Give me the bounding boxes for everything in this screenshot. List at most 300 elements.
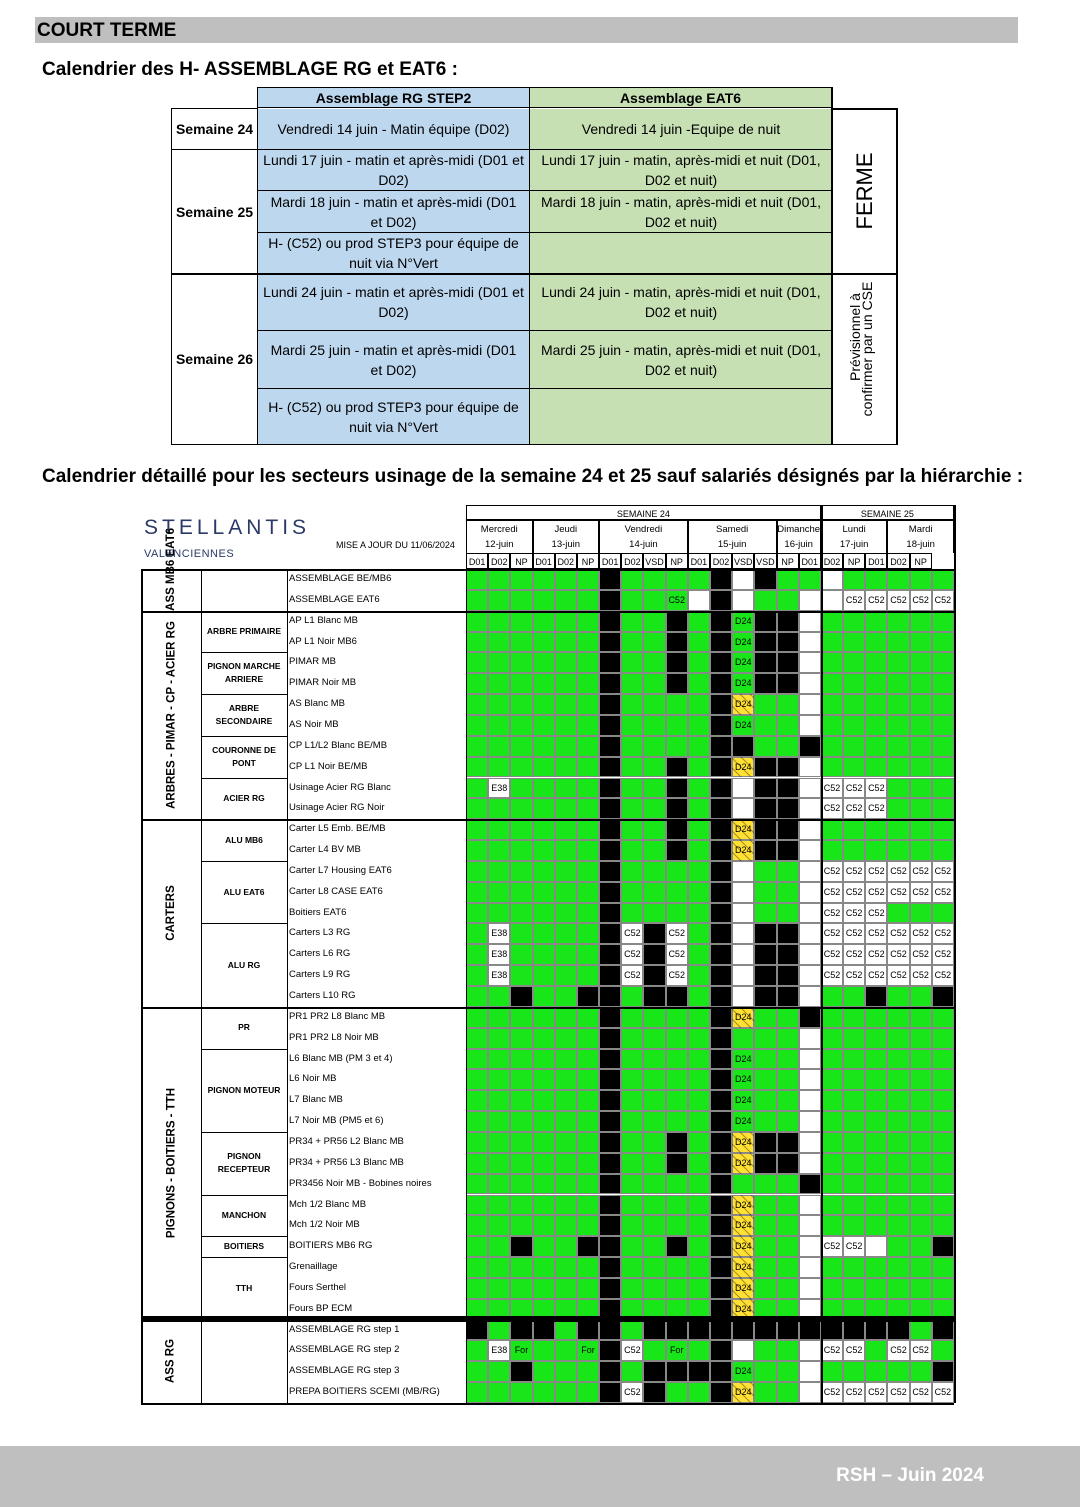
schedule-cell [510,1132,532,1153]
schedule-cell [688,694,710,715]
schedule-cell [887,798,909,819]
schedule-cell [555,1132,577,1153]
schedule-cell [621,1257,643,1278]
schedule-cell [466,923,488,944]
schedule-cell [865,1069,887,1090]
schedule-cell [599,1174,621,1195]
schedule-cell [843,757,865,778]
schedule-cell [621,819,643,840]
schedule-cell [843,736,865,757]
cell-code: D24 [732,1215,754,1236]
schedule-cell [688,1195,710,1216]
schedule-cell [666,736,688,757]
schedule-cell [932,1236,954,1257]
schedule-cell [510,1111,532,1132]
schedule-cell [688,757,710,778]
schedule-cell [710,1007,732,1028]
schedule-cell [777,1195,799,1216]
week-header: SEMAINE 25 [821,505,954,521]
schedule-cell [533,1153,555,1174]
shift-header: VSD [643,553,665,569]
cell-code: D24 [732,1195,754,1216]
schedule-cell [887,736,909,757]
schedule-cell [555,986,577,1007]
schedule-cell [710,819,732,840]
shift-header: VSD [732,553,754,569]
schedule-cell [799,673,821,694]
cell-code: D24 [732,1007,754,1028]
schedule-cell [688,611,710,632]
schedule-cell [533,673,555,694]
schedule-cell [466,882,488,903]
schedule-cell [887,986,909,1007]
schedule-cell [821,1215,843,1236]
cell-code: C52 [845,782,863,793]
col-header-eat6: Assemblage EAT6 [529,87,832,108]
schedule-cell [643,757,665,778]
day-name: Vendredi [624,524,663,535]
schedule-cell [599,694,621,715]
schedule-cell [643,1320,665,1341]
schedule-cell [932,652,954,673]
row-label: CP L1 Noir BE/MB [289,760,368,772]
schedule-cell [466,569,488,590]
schedule-cell [599,632,621,653]
schedule-cell [865,986,887,1007]
schedule-cell [710,1174,732,1195]
schedule-cell [621,715,643,736]
cell-code: C52 [912,970,929,981]
schedule-cell [932,778,954,799]
schedule-cell [488,882,510,903]
cell-code: C52 [845,1345,863,1356]
schedule-cell [510,590,532,611]
schedule-cell [488,736,510,757]
schedule-cell [821,1278,843,1299]
schedule-cell [643,778,665,799]
schedule-cell [932,1340,954,1361]
schedule-cell [865,632,887,653]
group-label: MANCHON [221,1209,267,1220]
schedule-cell [488,1215,510,1236]
schedule-cell [643,611,665,632]
schedule-cell [599,778,621,799]
schedule-cell [510,1174,532,1195]
schedule-cell [821,1069,843,1090]
schedule-cell [466,736,488,757]
day-name: Samedi [716,524,749,535]
schedule-cell [643,715,665,736]
schedule-cell [599,840,621,861]
schedule-cell [754,819,776,840]
stellantis-logo: STELLANTIS [144,516,311,539]
schedule-cell [777,798,799,819]
cell-code: D24 [732,694,754,715]
schedule-cell [466,1132,488,1153]
schedule-cell [688,965,710,986]
schedule-cell [555,1174,577,1195]
schedule-cell [666,861,688,882]
schedule-cell [932,757,954,778]
schedule-cell [754,882,776,903]
schedule-cell [599,673,621,694]
cell-code: D24 [732,840,754,861]
schedule-cell [732,861,754,882]
cell-code: C52 [912,1345,929,1356]
schedule-cell [821,632,843,653]
schedule-cell [666,798,688,819]
schedule-cell [799,652,821,673]
schedule-cell [666,673,688,694]
schedule-cell [777,1090,799,1111]
schedule-cell [754,1007,776,1028]
schedule-cell [510,694,532,715]
schedule-cell [887,819,909,840]
schedule-cell [599,1361,621,1382]
schedule-cell [666,903,688,924]
schedule-cell [621,611,643,632]
row-label: Mch 1/2 Noir MB [289,1219,360,1231]
schedule-cell [621,1028,643,1049]
schedule-cell [777,1153,799,1174]
schedule-cell [577,736,599,757]
schedule-cell [599,1257,621,1278]
schedule-cell [466,903,488,924]
shift-header: NP [510,553,532,569]
schedule-cell [488,715,510,736]
schedule-cell [666,1153,688,1174]
schedule-cell [643,1215,665,1236]
schedule-cell [754,611,776,632]
schedule-cell [533,736,555,757]
schedule-cell [643,569,665,590]
row-label: Carter L5 Emb. BE/MB [289,823,386,835]
row-label: PR34 + PR56 L3 Blanc MB [289,1156,404,1168]
row-label: Carters L10 RG [289,990,356,1001]
schedule-cell [555,944,577,965]
schedule-cell [643,903,665,924]
schedule-cell [710,861,732,882]
cell-code: D24 [734,657,752,668]
cell-code: D24 [732,1257,754,1278]
schedule-cell [466,1028,488,1049]
schedule-cell [555,1257,577,1278]
schedule-cell [688,1007,710,1028]
schedule-cell [710,1028,732,1049]
schedule-cell [799,757,821,778]
row-label: Carters L3 RG [289,927,351,939]
schedule-cell [533,1257,555,1278]
schedule-cell [510,819,532,840]
cell-code: D24 [734,1074,752,1085]
schedule-cell [754,798,776,819]
schedule-cell [555,1361,577,1382]
schedule-cell [865,569,887,590]
cell-code: C52 [823,970,841,981]
schedule-cell [621,1111,643,1132]
schedule-cell [555,819,577,840]
schedule-cell [754,1257,776,1278]
schedule-cell [865,1028,887,1049]
schedule-cell [488,1278,510,1299]
schedule-cell [843,694,865,715]
schedule-cell [555,1111,577,1132]
schedule-cell [510,1215,532,1236]
schedule-cell [466,819,488,840]
schedule-cell [754,1090,776,1111]
schedule-cell [577,1195,599,1216]
schedule-cell [466,694,488,715]
schedule-cell [488,632,510,653]
schedule-cell [577,1215,599,1236]
shift-header: D02 [555,553,577,569]
schedule-cell [865,1090,887,1111]
schedule-cell [865,1111,887,1132]
schedule-cell [799,1361,821,1382]
schedule-cell [533,590,555,611]
schedule-cell [799,694,821,715]
schedule-cell [643,840,665,861]
schedule-cell [688,1257,710,1278]
cell-code: C52 [845,865,863,876]
row-label: PR34 + PR56 L2 Blanc MB [289,1135,404,1147]
schedule-cell [621,1320,643,1341]
schedule-cell [777,736,799,757]
schedule-cell [821,986,843,1007]
cell-code: C52 [845,803,863,814]
schedule-cell [710,778,732,799]
schedule-cell [643,652,665,673]
schedule-cell [932,986,954,1007]
schedule-cell [754,965,776,986]
schedule-cell [666,1278,688,1299]
schedule-cell [666,1132,688,1153]
schedule-cell [643,986,665,1007]
shift-header: NP [577,553,599,569]
schedule-cell [488,1153,510,1174]
schedule-cell [643,1278,665,1299]
schedule-cell [599,819,621,840]
schedule-cell [666,1320,688,1341]
schedule-cell [643,1111,665,1132]
schedule-cell [754,1236,776,1257]
schedule-cell [799,1028,821,1049]
schedule-cell [732,986,754,1007]
cell-code: D24 [732,1278,754,1299]
schedule-cell [555,715,577,736]
cell-code: C52 [624,1345,641,1356]
schedule-cell [777,1382,799,1403]
day-date: 16-juin [784,539,813,550]
schedule-cell [533,1069,555,1090]
week-24: Semaine 24 [175,121,254,137]
cell-code: C52 [823,886,841,897]
cell-code: D24 [732,1382,754,1403]
schedule-cell [533,1340,555,1361]
cell-code: C52 [823,1345,841,1356]
row-label: Carters L6 RG [289,948,351,960]
schedule-cell [821,736,843,757]
day-date: 18-juin [906,539,935,550]
schedule-cell [599,1320,621,1341]
schedule-cell [799,632,821,653]
grid-line [201,1320,287,1321]
schedule-cell [732,1340,754,1361]
cell-code: C52 [890,949,907,960]
row-label: Carter L7 Housing EAT6 [289,864,392,876]
group-label: COURONNE DE PONT [212,744,276,768]
schedule-cell [754,1028,776,1049]
schedule-cell [777,569,799,590]
cell-code: C52 [912,594,929,605]
schedule-cell [555,694,577,715]
schedule-cell [843,1049,865,1070]
schedule-cell [688,944,710,965]
prev-label-1: Prévisionnel à [847,293,863,381]
schedule-cell [510,652,532,673]
schedule-cell [777,944,799,965]
schedule-cell [932,798,954,819]
schedule-cell [599,986,621,1007]
schedule-cell [510,840,532,861]
schedule-cell [466,1111,488,1132]
schedule-cell [710,965,732,986]
title-machining-calendar: Calendrier détaillé pour les secteurs usinage de la semaine 24 et 25 sauf salariés désignés par la hiérarchie : [42,466,1024,487]
schedule-cell [488,819,510,840]
schedule-cell [732,1174,754,1195]
schedule-cell [599,736,621,757]
schedule-cell [510,632,532,653]
shift-header: D01 [799,553,821,569]
schedule-cell [577,632,599,653]
schedule-cell [577,798,599,819]
schedule-cell [688,1382,710,1403]
schedule-cell [577,694,599,715]
schedule-cell [843,1111,865,1132]
shift-header: NP [843,553,865,569]
schedule-cell [799,1278,821,1299]
schedule-cell [710,652,732,673]
schedule-cell [510,1382,532,1403]
cell-code: E38 [491,1345,508,1356]
schedule-cell [688,1320,710,1341]
schedule-cell [754,590,776,611]
schedule-cell [799,1090,821,1111]
section-label: ARBRES - PIMAR - CP - ACIER RG [165,621,177,809]
grid-line [287,569,288,1403]
schedule-cell [599,1215,621,1236]
schedule-cell [932,1090,954,1111]
cell-code: C52 [823,782,841,793]
schedule-cell [754,778,776,799]
prev-label-2: confirmer par un CSE [859,281,875,417]
cell-code: C52 [890,1345,907,1356]
cell-code: D24 [734,1116,752,1127]
schedule-cell [843,986,865,1007]
schedule-cell [710,1049,732,1070]
day-name: Dimanche [777,524,821,535]
cell-code: D24 [734,719,752,730]
schedule-cell [599,944,621,965]
schedule-cell [821,652,843,673]
schedule-cell [843,673,865,694]
schedule-cell [621,1236,643,1257]
schedule-cell [910,1069,932,1090]
schedule-cell [643,1382,665,1403]
schedule-cell [710,715,732,736]
schedule-cell [510,757,532,778]
schedule-cell [865,736,887,757]
schedule-cell [688,1174,710,1195]
schedule-cell [599,1111,621,1132]
schedule-cell [910,673,932,694]
row-label: L6 Noir MB [289,1073,337,1085]
cell-code: C52 [868,865,885,876]
schedule-cell [710,1257,732,1278]
schedule-cell [865,1049,887,1070]
schedule-cell [577,1257,599,1278]
schedule-cell [732,923,754,944]
schedule-cell [799,1215,821,1236]
schedule-cell [577,1153,599,1174]
schedule-cell [510,861,532,882]
schedule-cell [932,632,954,653]
schedule-cell [533,1215,555,1236]
schedule-cell [466,798,488,819]
schedule-cell [843,1195,865,1216]
cell-code: For [581,1345,595,1356]
schedule-cell [599,861,621,882]
schedule-cell [777,882,799,903]
schedule-cell [910,715,932,736]
cell-code: C52 [868,928,885,939]
schedule-cell [710,1236,732,1257]
schedule-cell [688,1215,710,1236]
update-date: MISE A JOUR DU 11/06/2024 [336,540,455,550]
grid-line [466,505,467,1403]
shift-header: NP [910,553,932,569]
schedule-cell [887,1111,909,1132]
schedule-cell [533,778,555,799]
schedule-cell [887,1007,909,1028]
schedule-cell [777,1049,799,1070]
section-label: ASS RG [164,1339,177,1384]
schedule-cell [599,1195,621,1216]
schedule-cell [710,632,732,653]
schedule-cell [688,569,710,590]
schedule-cell [710,694,732,715]
schedule-cell [621,986,643,1007]
schedule-cell [799,840,821,861]
schedule-cell [754,757,776,778]
rg-cell: Lundi 17 juin - matin et après-midi (D01 et D02) [258,150,529,190]
schedule-cell [710,1278,732,1299]
schedule-cell [621,736,643,757]
schedule-cell [533,1382,555,1403]
banner-title: COURT TERME [37,20,177,41]
row-label: Carter L8 CASE EAT6 [289,885,383,897]
grid-line [821,505,823,1403]
schedule-cell [732,569,754,590]
schedule-cell [688,1069,710,1090]
schedule-cell [754,1340,776,1361]
schedule-cell [754,652,776,673]
row-label: L7 Noir MB (PM5 et 6) [289,1115,384,1127]
schedule-cell [710,1153,732,1174]
schedule-cell [599,757,621,778]
schedule-cell [910,986,932,1007]
schedule-cell [643,694,665,715]
